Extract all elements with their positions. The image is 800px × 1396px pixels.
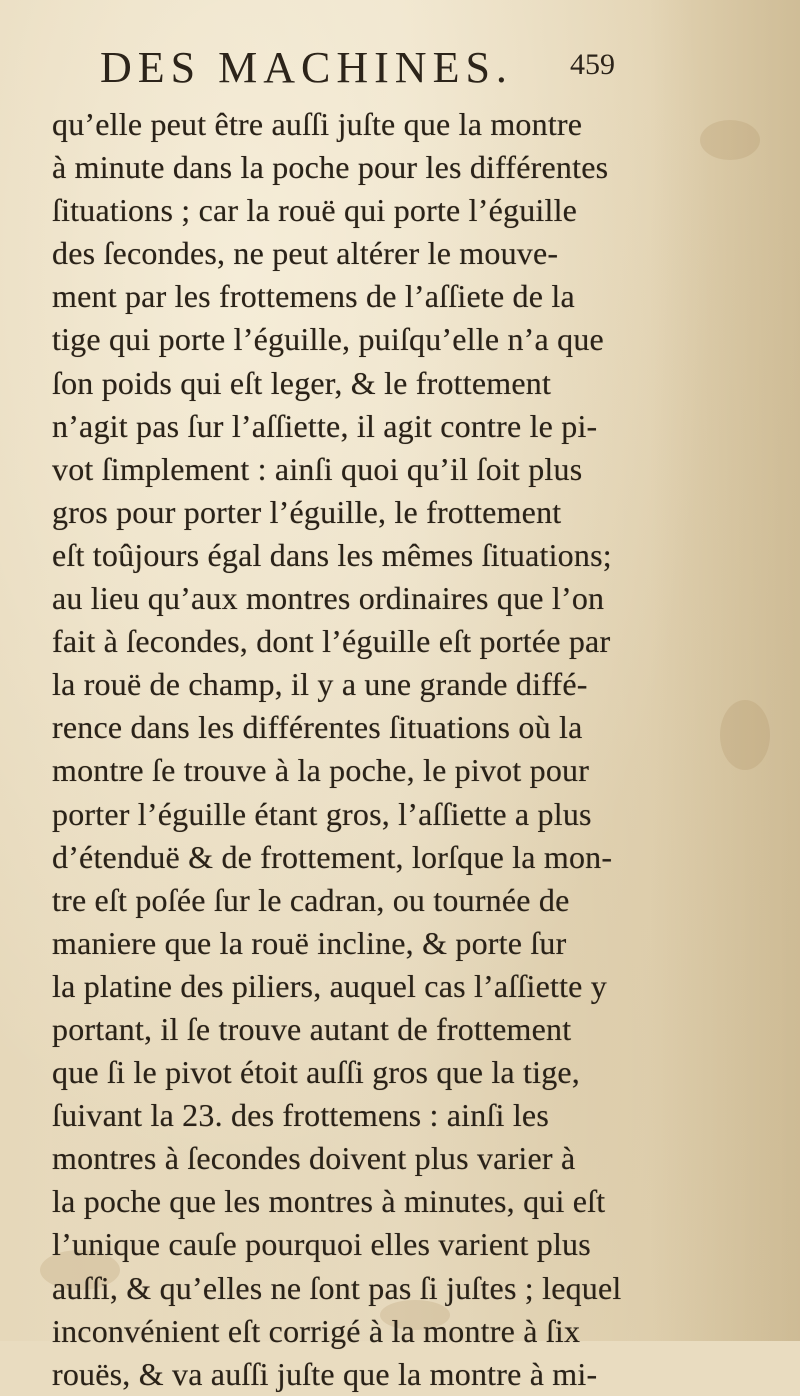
text-line: inconvénient eſt corrigé à la montre à ſix (52, 1312, 581, 1349)
paper-stain (720, 700, 770, 770)
page-header (30, 42, 630, 102)
text-line: ſituations ; car la rouë qui porte l’éguille (52, 192, 578, 229)
text-line: vot ſimplement : ainſi quoi qu’il ſoit plus (52, 450, 583, 487)
running-head: DES MACHINES. (100, 43, 513, 92)
text-line: d’étenduë & de frottement, lorſque la mon- (52, 838, 613, 875)
text-line: qu’elle peut être auſſi juſte que la montre (52, 106, 583, 142)
text-line: ment par les frottemens de l’aſſiete de la (52, 278, 575, 315)
text-line: des ſecondes, ne peut altérer le mouve- (52, 235, 559, 272)
text-line: au lieu qu’aux montres ordinaires que l’on (52, 580, 605, 617)
text-line: rouës, & va auſſi juſte que la montre à mi- (52, 1355, 598, 1392)
text-line: auſſi, & qu’elles ne ſont pas ſi juſtes ; lequel (52, 1269, 622, 1306)
text-line: ſuivant la 23. des frottemens : ainſi les (52, 1097, 549, 1134)
text-line: tige qui porte l’éguille, puiſqu’elle n’a que (52, 321, 604, 358)
text-line: que ſi le pivot étoit auſſi gros que la tige, (52, 1054, 580, 1091)
text-line: fait à ſecondes, dont l’éguille eſt portée par (52, 623, 611, 660)
text-line: la rouë de champ, il y a une grande diffé- (52, 666, 588, 703)
paper-stain (700, 120, 760, 160)
text-line: la poche que les montres à minutes, qui eſt (52, 1183, 606, 1220)
text-line: tre eſt poſée ſur le cadran, ou tournée de (52, 881, 570, 918)
text-line: à minute dans la poche pour les différentes (52, 149, 609, 186)
text-line: n’agit pas ſur l’aſſiette, il agit contre le pi- (52, 407, 598, 444)
text-line: la platine des piliers, auquel cas l’aſſiette y (52, 967, 607, 1004)
text-line: montre ſe trouve à la poche, le pivot pour (52, 752, 590, 789)
text-line: montres à ſecondes doivent plus varier à (52, 1140, 576, 1177)
text-line: ſon poids qui eſt leger, & le frottement (52, 364, 552, 401)
text-line: porter l’éguille étant gros, l’aſſiette a plus (52, 795, 592, 832)
text-line: l’unique cauſe pourquoi elles varient plus (52, 1226, 591, 1263)
text-line: rence dans les différentes ſituations où la (52, 709, 583, 746)
page-edge-shadow (650, 0, 800, 1341)
text-line: portant, il ſe trouve autant de frottement (52, 1010, 572, 1047)
body-text (52, 103, 652, 1396)
page-number: 459 (570, 48, 615, 81)
text-line: gros pour porter l’éguille, le frottement (52, 493, 562, 530)
text-line: maniere que la rouë incline, & porte ſur (52, 924, 567, 961)
text-line: eſt toûjours égal dans les mêmes ſituations; (52, 536, 612, 573)
